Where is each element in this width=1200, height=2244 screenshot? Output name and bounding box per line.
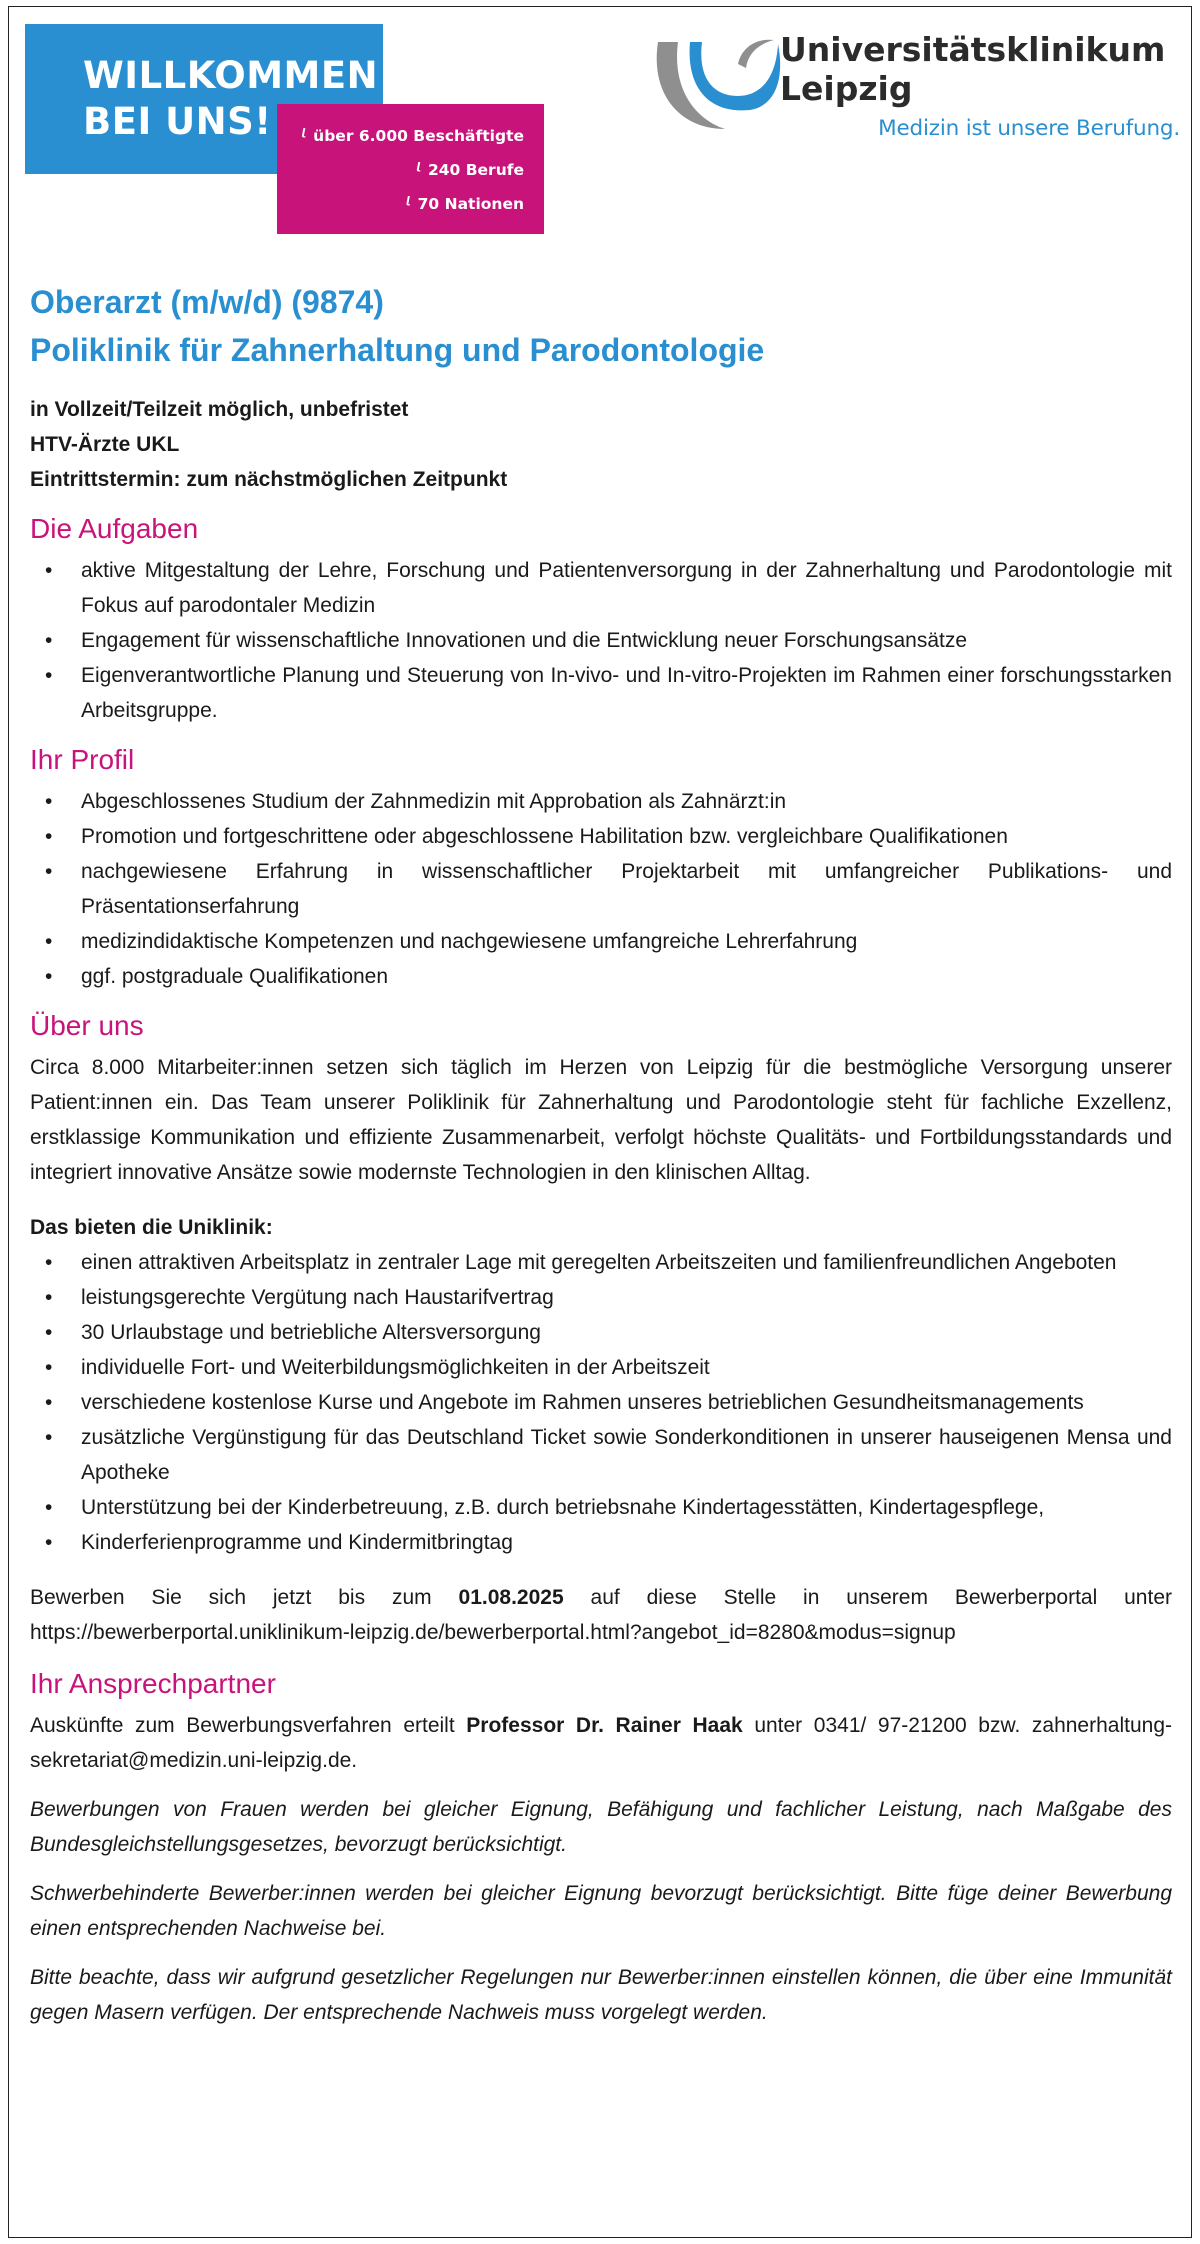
welcome-line-1: WILLKOMMEN bbox=[83, 54, 379, 97]
aufgaben-heading: Die Aufgaben bbox=[30, 513, 199, 544]
contact-heading: Ihr Ansprechpartner bbox=[30, 1668, 276, 1699]
contact-text: Auskünfte zum Bewerbungsverfahren erteilt Professor Dr. Rainer Haak unter 0341/ 97-21200 bzw. zahnerhaltung-sekretariat@medizin.uni-leipzig.de. bbox=[30, 1714, 1172, 1772]
list-item: • leistungsgerechte Vergütung nach Haustarifvertrag bbox=[30, 1280, 1172, 1315]
logo-slogan: Medizin ist unsere Berufung. bbox=[878, 116, 1180, 141]
measles-note: Bitte beachte, dass wir aufgrund gesetzlicher Regelungen nur Bewerber:innen einstellen können, die über eine Immunität gegen Masern verfügen. Der entsprechende Nachweis muss vorgelegt werden. bbox=[30, 1966, 1172, 2024]
list-item: • ggf. postgraduale Qualifikationen bbox=[30, 959, 1172, 994]
fact-nations: ᶩ 70 Nationen bbox=[406, 194, 524, 214]
ukl-mark-icon: ᶩ bbox=[416, 160, 422, 180]
list-item: • Engagement für wissenschaftliche Innovationen und die Entwicklung neuer Forschungsansätze bbox=[30, 623, 1172, 658]
benefits-list bbox=[30, 1245, 1172, 1560]
logo-name-line-1: Universitätsklinikum bbox=[780, 30, 1166, 69]
contact-name: Professor Dr. Rainer Haak bbox=[466, 1714, 743, 1737]
apply-portal-link[interactable]: https://bewerberportal.uniklinikum-leipzig.de/bewerberportal.html?angebot_id=8280&modus=signup bbox=[30, 1621, 956, 1644]
list-item: • zusätzliche Vergünstigung für das Deutschland Ticket sowie Sonderkonditionen in unserer hauseigenen Mensa und Apotheke bbox=[30, 1420, 1172, 1490]
logo-name-line-2: Leipzig bbox=[780, 69, 913, 108]
list-item: • Promotion und fortgeschrittene oder abgeschlossene Habilitation bzw. vergleichbare Qualifikationen bbox=[30, 819, 1172, 854]
equality-note: Bewerbungen von Frauen werden bei gleicher Eignung, Befähigung und fachlicher Leistung, nach Maßgabe des Bundesgleichstellungsgesetzes, bevorzugt berücksichtigt. bbox=[30, 1798, 1172, 1856]
welcome-line-2: BEI UNS! bbox=[83, 100, 272, 143]
fact-professions: ᶩ 240 Berufe bbox=[416, 160, 524, 180]
job-meta-tariff: HTV-Ärzte UKL bbox=[30, 433, 180, 456]
ukl-mark-icon: ᶩ bbox=[406, 194, 412, 214]
ueber-uns-text: Circa 8.000 Mitarbeiter:innen setzen sich täglich im Herzen von Leipzig für die bestmögliche Versorgung unserer Patient:innen ein. Das Team unserer Poliklinik für Zahnerhaltung und Parodontologie steht für fachliche Exzellenz, erstklassige Kommunikation und effiziente Zusammenarbeit, verfolgt höchste Qualitäts- und Fortbildungsstandards und integriert innovative Ansätze sowie modernste Technologien in den klinischen Alltag. bbox=[30, 1056, 1172, 1184]
list-item: • individuelle Fort- und Weiterbildungsmöglichkeiten in der Arbeitszeit bbox=[30, 1350, 1172, 1385]
ueber-uns-heading: Über uns bbox=[30, 1010, 144, 1041]
list-item: • 30 Urlaubstage und betriebliche Altersversorgung bbox=[30, 1315, 1172, 1350]
logo-mark-icon bbox=[650, 34, 790, 139]
job-meta-contract: in Vollzeit/Teilzeit möglich, unbefristet bbox=[30, 398, 409, 421]
facts-box bbox=[277, 104, 544, 234]
list-item: • Eigenverantwortliche Planung und Steuerung von In-vivo- und In-vitro-Projekten im Rahmen einer forschungsstarken Arbeitsgruppe. bbox=[30, 658, 1172, 728]
list-item: • Kinderferienprogramme und Kindermitbringtag bbox=[30, 1525, 1172, 1560]
apply-deadline: 01.08.2025 bbox=[458, 1586, 564, 1609]
fact-employees: ᶩ über 6.000 Beschäftigte bbox=[301, 126, 524, 146]
list-item: • verschiedene kostenlose Kurse und Angebote im Rahmen unseres betrieblichen Gesundheitsmanagements bbox=[30, 1385, 1172, 1420]
job-title-line-2: Poliklinik für Zahnerhaltung und Parodontologie bbox=[30, 332, 765, 368]
list-item: • aktive Mitgestaltung der Lehre, Forschung und Patientenversorgung in der Zahnerhaltung und Parodontologie mit Fokus auf parodontaler Medizin bbox=[30, 553, 1172, 623]
list-item: • Abgeschlossenes Studium der Zahnmedizin mit Approbation als Zahnärzt:in bbox=[30, 784, 1172, 819]
job-title-line-1: Oberarzt (m/w/d) (9874) bbox=[30, 284, 384, 320]
ukl-mark-icon: ᶩ bbox=[301, 126, 308, 146]
aufgaben-list bbox=[30, 553, 1172, 728]
benefits-heading: Das bieten die Uniklinik: bbox=[30, 1216, 273, 1239]
disability-note: Schwerbehinderte Bewerber:innen werden bei gleicher Eignung bevorzugt berücksichtigt. Bitte füge deiner Bewerbung einen entsprechenden Nachweise bei. bbox=[30, 1882, 1172, 1940]
list-item: • Unterstützung bei der Kinderbetreuung, z.B. durch betriebsnahe Kindertagesstätten, Kindertagespflege, bbox=[30, 1490, 1172, 1525]
apply-text: Bewerben Sie sich jetzt bis zum 01.08.2025 auf diese Stelle in unserem Bewerberportal unter https://bewerberportal.uniklinikum-leipzig.de/bewerberportal.html?angebot_id=8280&modus=signup bbox=[30, 1586, 1172, 1644]
job-meta bbox=[30, 392, 1172, 497]
list-item: • einen attraktiven Arbeitsplatz in zentraler Lage mit geregelten Arbeitszeiten und familienfreundlichen Angeboten bbox=[30, 1245, 1172, 1280]
job-meta-start: Eintrittstermin: zum nächstmöglichen Zeitpunkt bbox=[30, 468, 508, 491]
profil-heading: Ihr Profil bbox=[30, 744, 135, 775]
job-title bbox=[30, 278, 1172, 374]
job-ad-content bbox=[30, 278, 1172, 2030]
list-item: • nachgewiesene Erfahrung in wissenschaftlicher Projektarbeit mit umfangreicher Publikations- und Präsentationserfahrung bbox=[30, 854, 1172, 924]
university-hospital-logo bbox=[650, 24, 1180, 154]
profil-list bbox=[30, 784, 1172, 994]
list-item: • medizindidaktische Kompetenzen und nachgewiesene umfangreiche Lehrerfahrung bbox=[30, 924, 1172, 959]
